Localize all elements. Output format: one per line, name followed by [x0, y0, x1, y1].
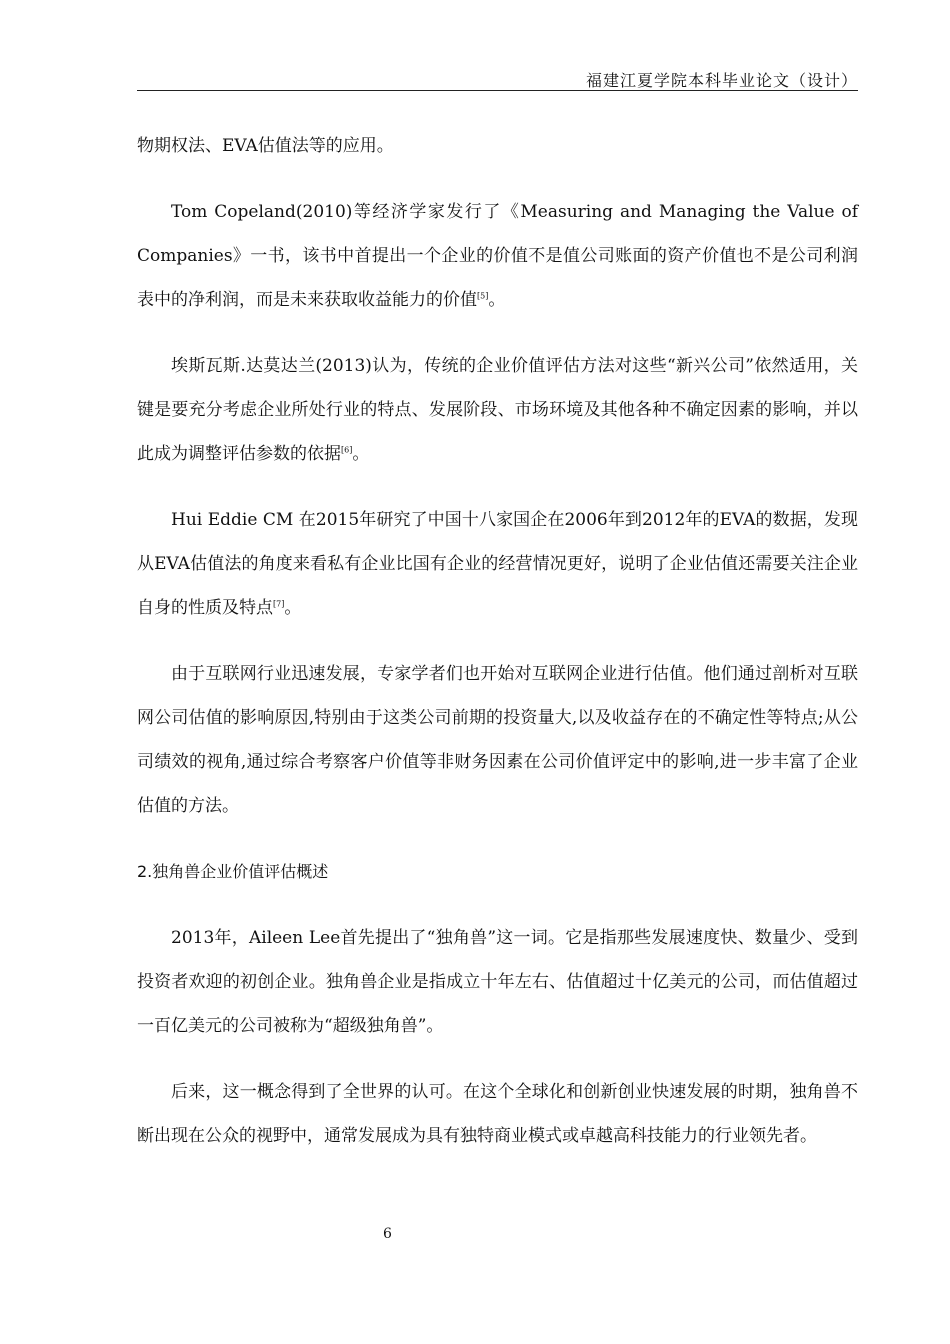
paragraph-continuation: 物期权法、EVA估值法等的应用。 — [137, 136, 394, 156]
paragraph-damodaran: 埃斯瓦斯.达莫达兰(2013)认为，传统的企业价值评估方法对这些“新兴公司”依然适用，关键是要充分考虑企业所处行业的特点、发展阶段、市场环境及其他各种不确定因素的影响，并以此成为调整评估参数的依据[6]。 — [137, 356, 858, 464]
citation-ref: [5] — [477, 291, 489, 301]
citation-ref: [7] — [273, 599, 285, 609]
paragraph-recognition: 后来，这一概念得到了全世界的认可。在这个全球化和创新创业快速发展的时期，独角兽不断出现在公众的视野中，通常发展成为具有独特商业模式或卓越高科技能力的行业领先者。 — [137, 1082, 858, 1146]
body-text — [137, 124, 858, 1158]
paragraph-internet: 由于互联网行业迅速发展，专家学者们也开始对互联网企业进行估值。他们通过剖析对互联网公司估值的影响原因,特别由于这类公司前期的投资量大,以及收益存在的不确定性等特点;从公司绩效的视角,通过综合考察客户价值等非财务因素在公司价值评定中的影响,进一步丰富了企业估值的方法。 — [137, 664, 858, 816]
paragraph-aileen-lee: 2013年，Aileen Lee首先提出了“独角兽”这一词。它是指那些发展速度快、数量少、受到投资者欢迎的初创企业。独角兽企业是指成立十年左右、估值超过十亿美元的公司，而估值超过一百亿美元的公司被称为“超级独角兽”。 — [137, 928, 858, 1036]
paragraph-hui: Hui Eddie CM 在2015年研究了中国十八家国企在2006年到2012年的EVA的数据，发现从EVA估值法的角度来看私有企业比国有企业的经营情况更好，说明了企业估值还需要关注企业自身的性质及特点[7]。 — [137, 510, 858, 618]
page-number: 6 — [383, 1226, 392, 1242]
paragraph-copeland: Tom Copeland(2010)等经济学家发行了《Measuring and Managing the Value of Companies》一书，该书中首提出一个企业的价值不是值公司账面的资产价值也不是公司利润表中的净利润，而是未来获取收益能力的价值[5]。 — [137, 202, 858, 310]
section-heading: 2.独角兽企业价值评估概述 — [137, 862, 329, 881]
citation-ref: [6] — [341, 445, 353, 455]
header-title: 福建江夏学院本科毕业论文（设计） — [585, 71, 858, 90]
page-header — [137, 66, 858, 91]
